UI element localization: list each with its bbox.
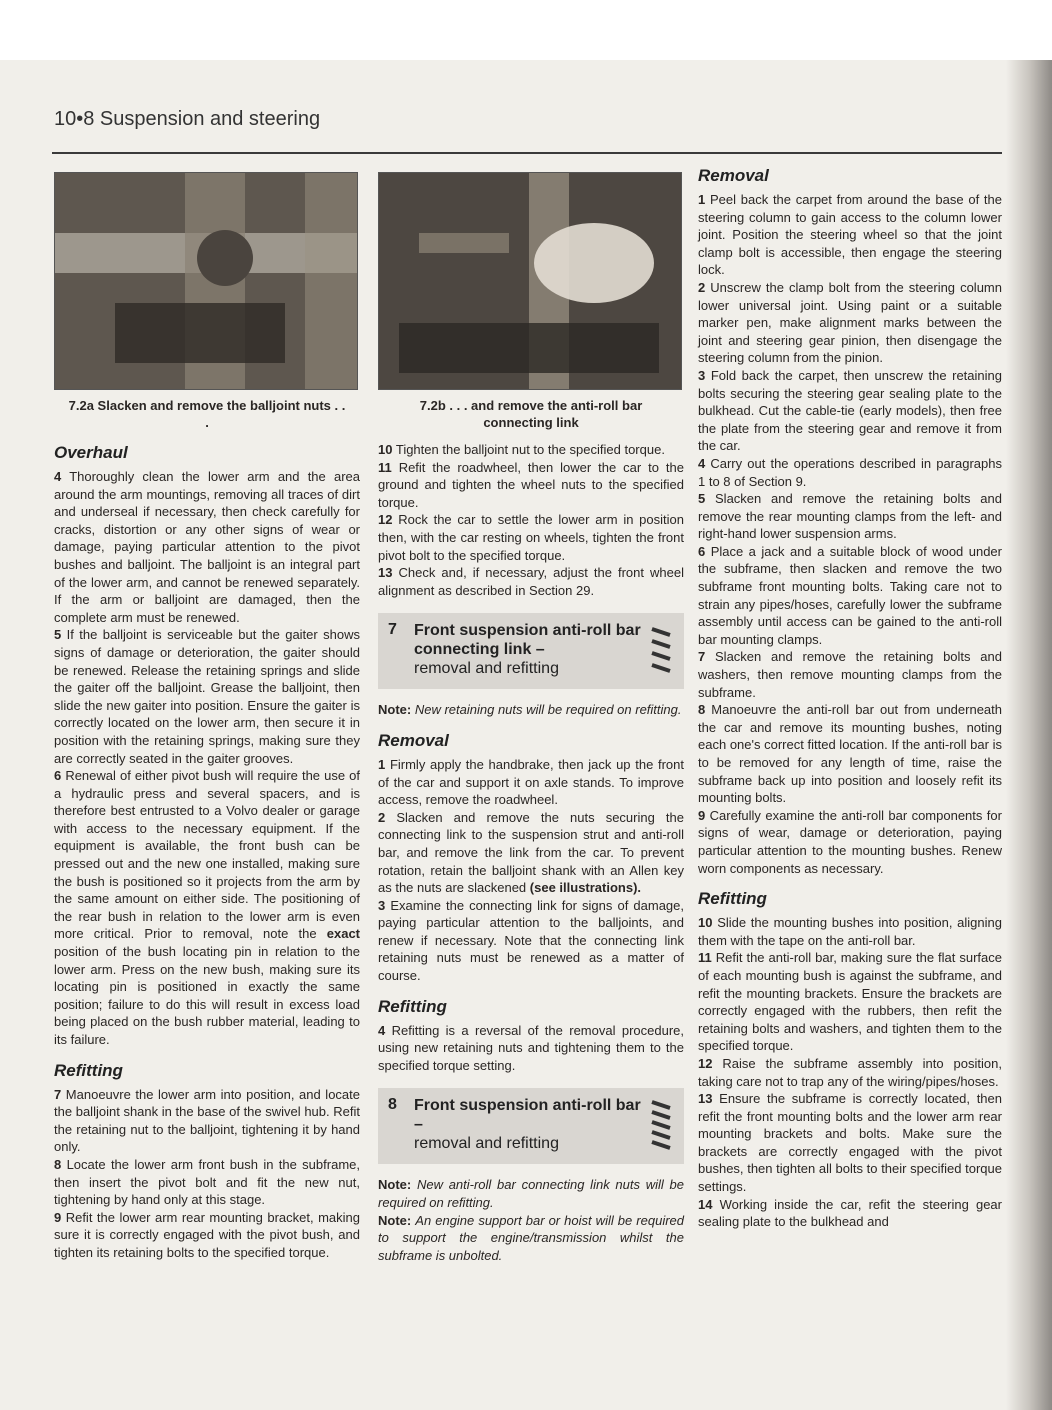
paragraph-12: 12 Rock the car to settle the lower arm in position then, with the car resting on wheels, tighten the front pivot bolt to the specified torque. (378, 512, 684, 563)
paragraph-10: 10 Tighten the balljoint nut to the specified torque. (378, 442, 665, 457)
photo-caption: 7.2b . . . and remove the anti-roll bar connecting link (419, 398, 643, 430)
paragraph-9: 9 Refit the lower arm rear mounting bracket, making sure it is correctly engaged with the pivot bush, and tighten its retaining bolts to the specified torque. (54, 1209, 360, 1260)
photo-caption: 7.2a Slacken and remove the balljoint nuts . . . (68, 398, 346, 430)
page-gutter-shadow (1006, 60, 1052, 1410)
section-heading-refitting: Refitting (698, 889, 767, 909)
difficulty-spanner-icon (648, 1096, 676, 1156)
paragraph-10: 10 Slide the mounting bushes into position, aligning them with the tape on the anti-roll bar. (698, 915, 1002, 948)
paragraph-r2: 2 Slacken and remove the nuts securing the connecting link to the suspension strut and anti-roll bar, and remove the link from the car. To prevent rotation, retain the balljoint shank with an Allen key as the nuts are slackened (see illustrations). (378, 809, 684, 896)
paragraph-13: 13 Ensure the subframe is correctly located, then refit the front mounting bolts and the lower arm rear mounting brackets and bolts. Make sure the brackets are correctly engaged with the pivot bushes, then tighten all bolts to their specified torque settings. (698, 1091, 1002, 1195)
section-heading-refitting: Refitting (378, 996, 447, 1016)
section-heading-removal: Removal (698, 166, 769, 185)
paragraph-14: 14 Working inside the car, refit the steering gear sealing plate to the bulkhead and (698, 1196, 1002, 1230)
note-retaining-nuts: Note: New retaining nuts will be required on refitting. (378, 702, 682, 718)
column-1 (54, 172, 360, 1262)
paragraph-5: 5 If the balljoint is serviceable but the gaiter shows signs of damage or deterioration, the gaiter should be renewed. Release the retaining springs and slide the gaiter off the balljoint. Grease the balljoint, then slide the new gaiter into position. Ensure the gaiter is correctly located on the lower arm, then secure it in position with the retaining springs, making sure they are correctly seated in the gaiter grooves. (54, 627, 360, 766)
paragraph-12: 12 Raise the subframe assembly into position, taking care not to trap any of the wiring/pipes/hoses. (698, 1055, 1002, 1089)
section-7-heading: 7 Front suspension anti-roll bar connecting link – removal and refitting (378, 613, 684, 689)
section-8-heading: 8 Front suspension anti-roll bar – removal and refitting (378, 1088, 684, 1164)
paragraph-8: 8 Manoeuvre the anti-roll bar out from underneath the car and remove its mounting bushes, noting each one's correct fitted location. If the anti-roll bar is to be removed for any length of time, raise the subframe back up into position and loosely refit its mounting bolts. (698, 702, 1002, 806)
paragraph-r3: 3 Examine the connecting link for signs of damage, paying particular attention to the balljoints, and renew if necessary. Note that the connecting link retaining nuts must be renewed as a matter of course. (378, 897, 684, 984)
scan-top-margin (0, 0, 1052, 60)
column-2 (378, 172, 684, 1264)
paragraph-6: 6 Renewal of either pivot bush will require the use of a hydraulic press and several spacers, and is therefore best entrusted to a Volvo dealer or garage with access to the necessary equipment. If the equipment is available, the front bush can be pressed out and the new one installed, making sure the bush is positioned so it projects from the arm by the same amount on either side. The positioning of the rear bush in relation to the lower arm is even more critical. Prior to removal, note the exact position of the bush locating pin in relation to the lower arm. Press on the new bush, making sure its locating pin is positioned in exactly the same position; failure to do this will result in excess load being placed on the bush rubber material, leading to its failure. (54, 768, 360, 1047)
photo-7-2a (54, 172, 358, 390)
paragraph-7: 7 Manoeuvre the lower arm into position, and locate the balljoint shank in the base of the swivel hub. Refit the retaining nut to the balljoint, tightening it by hand only. (54, 1086, 360, 1155)
paragraph-f4: 4 Refitting is a reversal of the removal procedure, using new retaining nuts and tightening them to the specified torque setting. (378, 1022, 684, 1073)
paragraph-2: 2 Unscrew the clamp bolt from the steering column lower universal joint. Using paint or a suitable marker pen, make alignment marks between the joint and steering gear pinion, then disengage the steering column from the pinion. (698, 279, 1002, 366)
header-rule (52, 152, 1002, 154)
page-header: 10•8 Suspension and steering (54, 108, 321, 130)
paragraph-6: 6 Place a jack and a suitable block of wood under the subframe, then slacken and remove the two subframe front mounting bolts. Taking care not to strain any pipes/hoses, carefully lower the subframe assembly until access can be gained to the anti-roll bar mounting clamps. (698, 543, 1002, 647)
paragraph-1: 1 Peel back the carpet from around the base of the steering column to gain access to the column lower joint. Position the steering wheel so that the joint clamp bolt is accessible, then engage the steering lock. (698, 192, 1002, 278)
note-link-nuts: Note: New anti-roll bar connecting link nuts will be required on refitting. (378, 1177, 684, 1211)
paragraph-13: 13 Check and, if necessary, adjust the front wheel alignment as described in Section 29. (378, 565, 684, 598)
note-engine-support: Note: An engine support bar or hoist will be required to support the engine/transmission whilst the subframe is unbolted. (378, 1212, 684, 1263)
paragraph-7: 7 Slacken and remove the retaining bolts and washers, then remove mounting clamps from the subframe. (698, 649, 1002, 700)
paragraph-4: 4 Thoroughly clean the lower arm and the area around the arm mountings, removing all traces of dirt and underseal if necessary, then check carefully for cracks, distortion or any other signs of wear or damage, paying particular attention to the pivot bushes and balljoint. The balljoint is an integral part of the lower arm, and cannot be renewed separately. If the arm or balljoint are damaged, then the complete arm must be renewed. (54, 469, 360, 625)
paragraph-9: 9 Carefully examine the anti-roll bar components for signs of wear, damage or deterioration, paying particular attention to the mounting bushes. Renew worn components as necessary. (698, 807, 1002, 876)
section-heading-refitting: Refitting (54, 1060, 123, 1080)
column-3 (698, 166, 1002, 1231)
paragraph-4: 4 Carry out the operations described in paragraphs 1 to 8 of Section 9. (698, 455, 1002, 489)
paragraph-r1: 1 Firmly apply the handbrake, then jack up the front of the car and support it on axle stands. To improve access, remove the roadwheel. (378, 756, 684, 808)
photo-7-2b (378, 172, 682, 390)
paragraph-11: 11 Refit the anti-roll bar, making sure the flat surface of each mounting bush is against the subframe, and refit the mounting brackets. Ensure the brackets are correctly engaged with the rubbers, then refit the retaining bolts and washers, and tighten them to the specified torque. (698, 950, 1002, 1054)
paragraph-8: 8 Locate the lower arm front bush in the subframe, then insert the pivot bolt and fit the new nut, tightening by hand only at this stage. (54, 1156, 360, 1208)
paragraph-3: 3 Fold back the carpet, then unscrew the retaining bolts securing the steering gear sealing plate to the bulkhead. Cut the cable-tie (early models), then free the plate from the steering gear and remove it from the car. (698, 367, 1002, 454)
paragraph-5: 5 Slacken and remove the retaining bolts and remove the rear mounting clamps from the left- and right-hand lower suspension arms. (698, 491, 1002, 542)
difficulty-spanner-icon (648, 621, 676, 681)
section-heading-removal: Removal (378, 730, 449, 750)
paragraph-11: 11 Refit the roadwheel, then lower the car to the ground and tighten the wheel nuts to the specified torque. (378, 459, 684, 510)
section-heading-overhaul: Overhaul (54, 443, 128, 462)
